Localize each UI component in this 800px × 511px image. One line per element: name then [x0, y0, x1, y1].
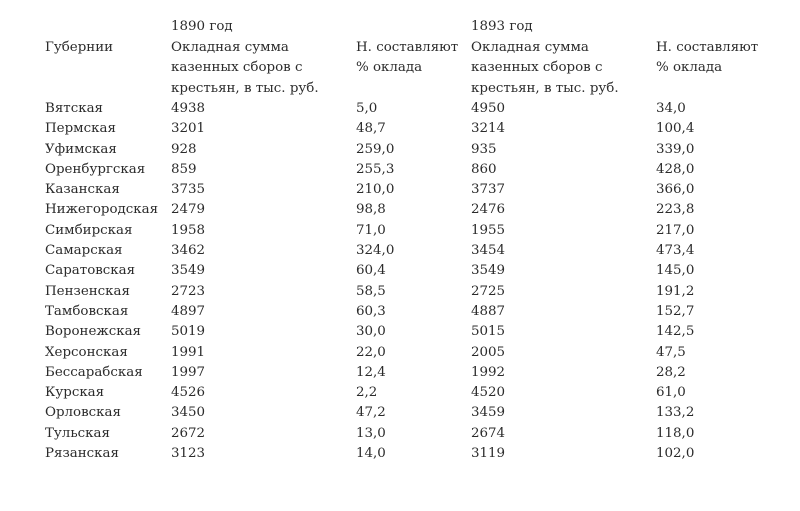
province-cell: Оренбургская — [45, 161, 146, 177]
sum-1893-cell: 3459 — [471, 405, 506, 421]
arrears-1893-cell: 100,4 — [656, 121, 695, 137]
province-cell: Курская — [45, 385, 105, 401]
arrears-1893-cell: 191,2 — [656, 283, 695, 299]
arrears-1890-cell: 5,0 — [356, 101, 378, 116]
table-row — [45, 282, 785, 302]
arrears-1890-cell: 259,0 — [356, 141, 395, 157]
sum-1890-cell: 3462 — [171, 243, 206, 259]
arrears-1890-cell: 58,5 — [356, 283, 386, 299]
province-cell: Херсонская — [45, 344, 128, 360]
arrears-1890-cell: 210,0 — [356, 182, 395, 198]
header-1893-arrears — [656, 17, 785, 99]
province-cell: Самарская — [45, 243, 123, 259]
table-header — [45, 17, 785, 99]
province-cell: Нижегородская — [45, 202, 159, 218]
sum-1893-cell: 3549 — [471, 263, 506, 279]
table-row — [45, 363, 785, 383]
arrears-1890-cell: 30,0 — [356, 324, 386, 340]
table-row — [45, 383, 785, 403]
sum-1893-cell: 4520 — [471, 385, 506, 401]
sum-1890-cell: 4526 — [171, 385, 206, 401]
arrears-table-container — [45, 17, 785, 464]
sum-label-line-3: крестьян, в тыс. руб. — [471, 80, 619, 96]
sum-1890-cell: 2672 — [171, 425, 206, 441]
arrears-1890-cell: 98,8 — [356, 202, 386, 218]
arrears-1893-cell: 473,4 — [656, 243, 695, 259]
table-row — [45, 302, 785, 322]
table-row — [45, 322, 785, 342]
arrears-1893-cell: 145,0 — [656, 263, 695, 279]
sum-label-line-2: казенных сборов с — [471, 60, 603, 75]
arrears-1890-cell: 60,4 — [356, 263, 386, 279]
arrears-1893-cell: 133,2 — [656, 405, 695, 421]
arrears-1893-cell: 339,0 — [656, 141, 695, 157]
table-row — [45, 119, 785, 139]
sum-1890-cell: 3735 — [171, 182, 206, 198]
table-row — [45, 221, 785, 241]
arrears-1893-cell: 61,0 — [656, 385, 686, 401]
arrears-1893-cell: 102,0 — [656, 446, 695, 462]
sum-1893-cell: 860 — [471, 161, 497, 177]
province-cell: Казанская — [45, 182, 120, 198]
header-1890-arrears — [356, 17, 471, 99]
province-cell: Симбирская — [45, 222, 133, 238]
arrears-1890-cell: 47,2 — [356, 405, 386, 421]
table-row — [45, 140, 785, 160]
sum-1893-cell: 3119 — [471, 446, 506, 462]
sum-1890-cell: 5019 — [171, 324, 206, 340]
sum-label-line-2: казенных сборов с — [171, 60, 303, 75]
sum-1893-cell: 4887 — [471, 303, 506, 319]
sum-1890-cell: 2479 — [171, 202, 206, 218]
year-1890-label: 1890 год — [171, 19, 233, 34]
sum-1890-cell: 3123 — [171, 446, 206, 462]
sum-1890-cell: 3450 — [171, 405, 206, 421]
sum-1890-cell: 3549 — [171, 263, 206, 279]
sum-1893-cell: 5015 — [471, 324, 506, 340]
sum-1893-cell: 3737 — [471, 182, 506, 198]
header-row — [45, 17, 785, 99]
arrears-1893-cell: 28,2 — [656, 364, 686, 380]
arrears-1893-cell: 223,8 — [656, 202, 695, 218]
arrears-1890-cell: 324,0 — [356, 243, 395, 259]
arrears-table — [45, 17, 785, 464]
province-label: Губернии — [45, 39, 114, 55]
arrears-label-line-1: Н. составляют — [656, 39, 759, 55]
sum-1893-cell: 2005 — [471, 344, 506, 360]
year-1893-label: 1893 год — [471, 19, 533, 34]
sum-1893-cell: 3214 — [471, 121, 506, 137]
table-row — [45, 241, 785, 261]
sum-1890-cell: 2723 — [171, 283, 206, 299]
table-row — [45, 343, 785, 363]
sum-1890-cell: 3201 — [171, 121, 206, 137]
table-row — [45, 261, 785, 281]
table-body — [45, 99, 785, 464]
arrears-label-line-1: Н. составляют — [356, 39, 459, 55]
arrears-1893-cell: 47,5 — [656, 344, 686, 360]
sum-1893-cell: 935 — [471, 141, 497, 157]
arrears-1893-cell: 34,0 — [656, 101, 686, 116]
arrears-label-line-2: % оклада — [356, 60, 423, 75]
arrears-1893-cell: 142,5 — [656, 324, 695, 340]
header-1890-sum — [171, 17, 356, 99]
sum-1893-cell: 2725 — [471, 283, 506, 299]
table-row — [45, 200, 785, 220]
arrears-1890-cell: 14,0 — [356, 446, 386, 462]
sum-label-line-3: крестьян, в тыс. руб. — [171, 80, 319, 96]
arrears-1890-cell: 12,4 — [356, 364, 386, 380]
table-row — [45, 403, 785, 423]
sum-1890-cell: 859 — [171, 161, 197, 177]
province-cell: Вятская — [45, 101, 103, 116]
arrears-1890-cell: 2,2 — [356, 385, 378, 401]
province-cell: Воронежская — [45, 324, 142, 340]
arrears-1893-cell: 217,0 — [656, 222, 695, 238]
arrears-1893-cell: 428,0 — [656, 161, 695, 177]
table-row — [45, 424, 785, 444]
province-cell: Рязанская — [45, 446, 119, 462]
sum-1890-cell: 1997 — [171, 364, 206, 380]
arrears-1890-cell: 255,3 — [356, 161, 395, 177]
table-row — [45, 99, 785, 119]
province-cell: Саратовская — [45, 263, 136, 279]
arrears-1890-cell: 71,0 — [356, 222, 386, 238]
arrears-1890-cell: 13,0 — [356, 425, 386, 441]
province-cell: Тульская — [45, 425, 110, 441]
sum-1893-cell: 2674 — [471, 425, 506, 441]
province-cell: Орловская — [45, 405, 121, 421]
arrears-1893-cell: 366,0 — [656, 182, 695, 198]
province-cell: Тамбовская — [45, 303, 129, 319]
arrears-1890-cell: 60,3 — [356, 303, 386, 319]
arrears-label-line-2: % оклада — [656, 60, 723, 75]
arrears-1893-cell: 118,0 — [656, 425, 695, 441]
province-cell: Пензенская — [45, 283, 130, 299]
sum-1893-cell: 4950 — [471, 101, 506, 116]
table-row — [45, 180, 785, 200]
arrears-1890-cell: 48,7 — [356, 121, 386, 137]
sum-1890-cell: 4938 — [171, 101, 206, 116]
province-cell: Бессарабская — [45, 364, 143, 380]
table-row — [45, 160, 785, 180]
sum-1893-cell: 3454 — [471, 243, 506, 259]
arrears-1890-cell: 22,0 — [356, 344, 386, 360]
header-1893-sum — [471, 17, 656, 99]
sum-1890-cell: 1958 — [171, 222, 206, 238]
table-row — [45, 444, 785, 464]
header-province — [45, 17, 171, 99]
sum-1893-cell: 1955 — [471, 222, 506, 238]
sum-1890-cell: 4897 — [171, 303, 206, 319]
sum-1890-cell: 928 — [171, 141, 197, 157]
province-cell: Пермская — [45, 121, 116, 137]
sum-1893-cell: 1992 — [471, 364, 506, 380]
sum-1893-cell: 2476 — [471, 202, 506, 218]
sum-label-line-1: Окладная сумма — [471, 39, 589, 55]
sum-label-line-1: Окладная сумма — [171, 39, 289, 55]
province-cell: Уфимская — [45, 141, 117, 157]
sum-1890-cell: 1991 — [171, 344, 206, 360]
arrears-1893-cell: 152,7 — [656, 303, 695, 319]
